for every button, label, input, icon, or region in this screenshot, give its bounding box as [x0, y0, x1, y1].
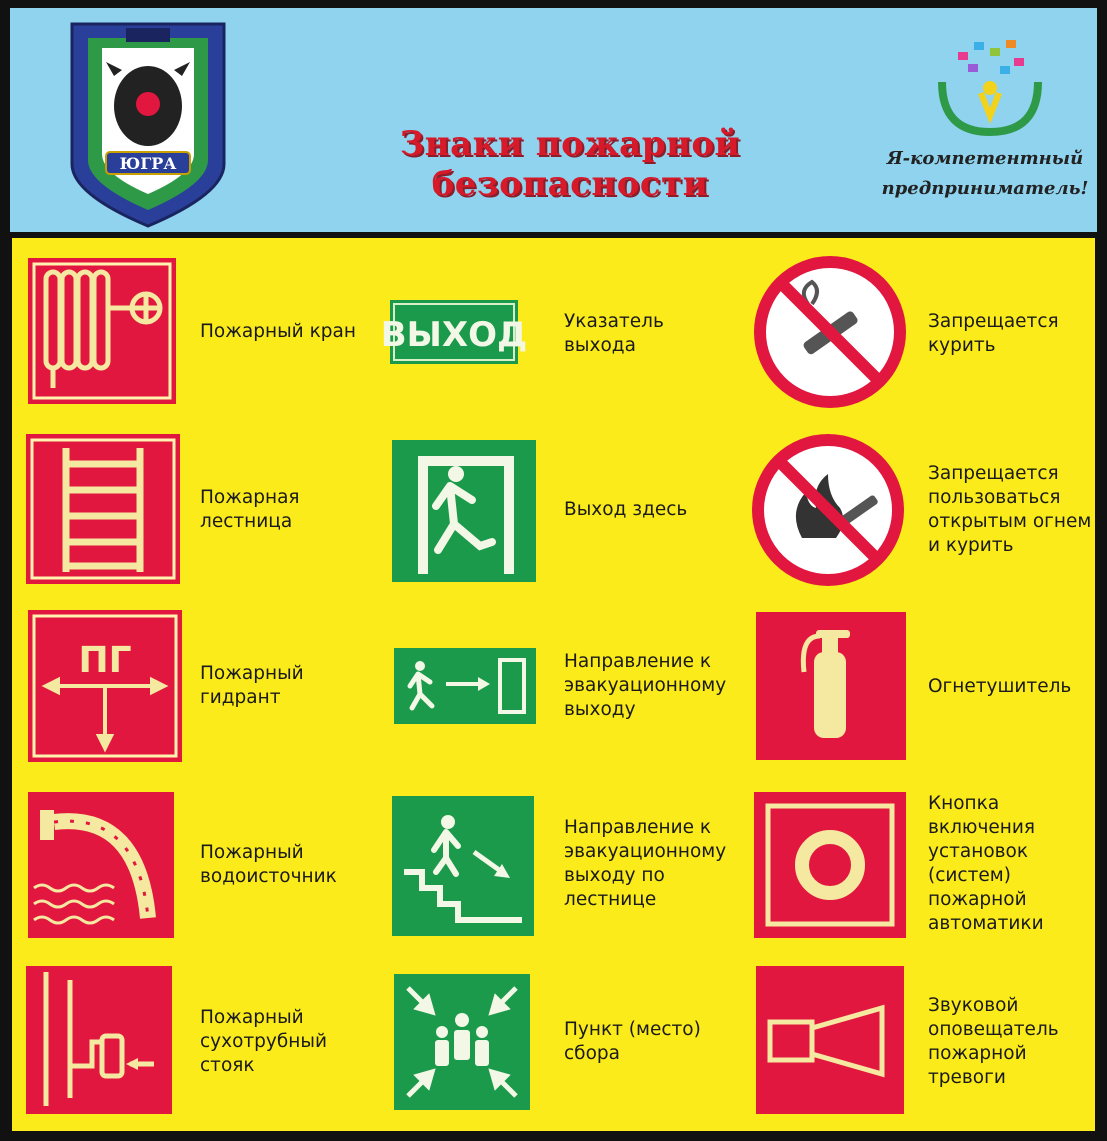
sign-label-no-open-flame: Запрещается пользоваться открытым огнем и курить — [928, 463, 1092, 556]
evac-stairs-icon — [392, 796, 534, 936]
sign-label-extinguisher: Огнетушитель — [928, 676, 1072, 697]
sign-label-ladder: Пожарная лестница — [200, 487, 300, 532]
slogan-line-2: предприниматель! — [881, 178, 1089, 199]
sign-label-fire-hose: Пожарный кран — [200, 321, 356, 342]
exit-sign-text: ВЫХОД — [380, 315, 528, 355]
sign-label-hydrant: Пожарный гидрант — [200, 663, 304, 708]
alarm-horn-icon — [756, 966, 904, 1114]
sign-label-evac-stairs: Направление к эвакуационному выходу по лестнице — [564, 817, 727, 910]
slogan — [880, 144, 1090, 204]
sign-label-water-source: Пожарный водоисточник — [200, 842, 337, 887]
sign-label-fire-button: Кнопка включения установок (систем) пожарной автоматики — [928, 793, 1044, 934]
extinguisher-icon — [756, 612, 906, 760]
sign-label-exit: Указатель выхода — [564, 311, 664, 356]
no-open-flame-icon — [752, 434, 904, 586]
hydrant-icon — [28, 610, 182, 762]
sign-label-assembly: Пункт (место) сбора — [564, 1019, 701, 1064]
entrepreneur-logo — [930, 32, 1050, 142]
page-title: Знаки пожарной безопасности — [399, 124, 741, 204]
exit-here-icon — [392, 440, 536, 582]
slogan-line-1: Я-компетентный — [886, 148, 1084, 169]
ladder-icon — [26, 434, 180, 584]
sign-label-exit-here: Выход здесь — [564, 499, 688, 520]
assembly-point-icon — [394, 974, 530, 1110]
sign-label-evac-direction: Направление к эвакуационному выходу — [564, 651, 727, 720]
sign-label-dry-riser: Пожарный сухотрубный стояк — [200, 1007, 327, 1076]
sign-label-no-smoking: Запрещается курить — [928, 311, 1059, 356]
emblem-logo — [66, 14, 230, 232]
emblem-text: ЮГРА — [119, 154, 177, 173]
evac-direction-icon — [394, 648, 536, 724]
water-source-icon — [28, 792, 174, 938]
sign-label-alarm: Звуковой оповещатель пожарной тревоги — [928, 995, 1059, 1088]
no-smoking-icon — [754, 256, 906, 408]
hydrant-letters: ПГ — [78, 640, 132, 681]
exit-sign-icon — [380, 300, 528, 364]
fire-button-icon — [754, 792, 906, 938]
dry-riser-icon — [26, 966, 172, 1114]
fire-hose-icon — [28, 258, 176, 404]
